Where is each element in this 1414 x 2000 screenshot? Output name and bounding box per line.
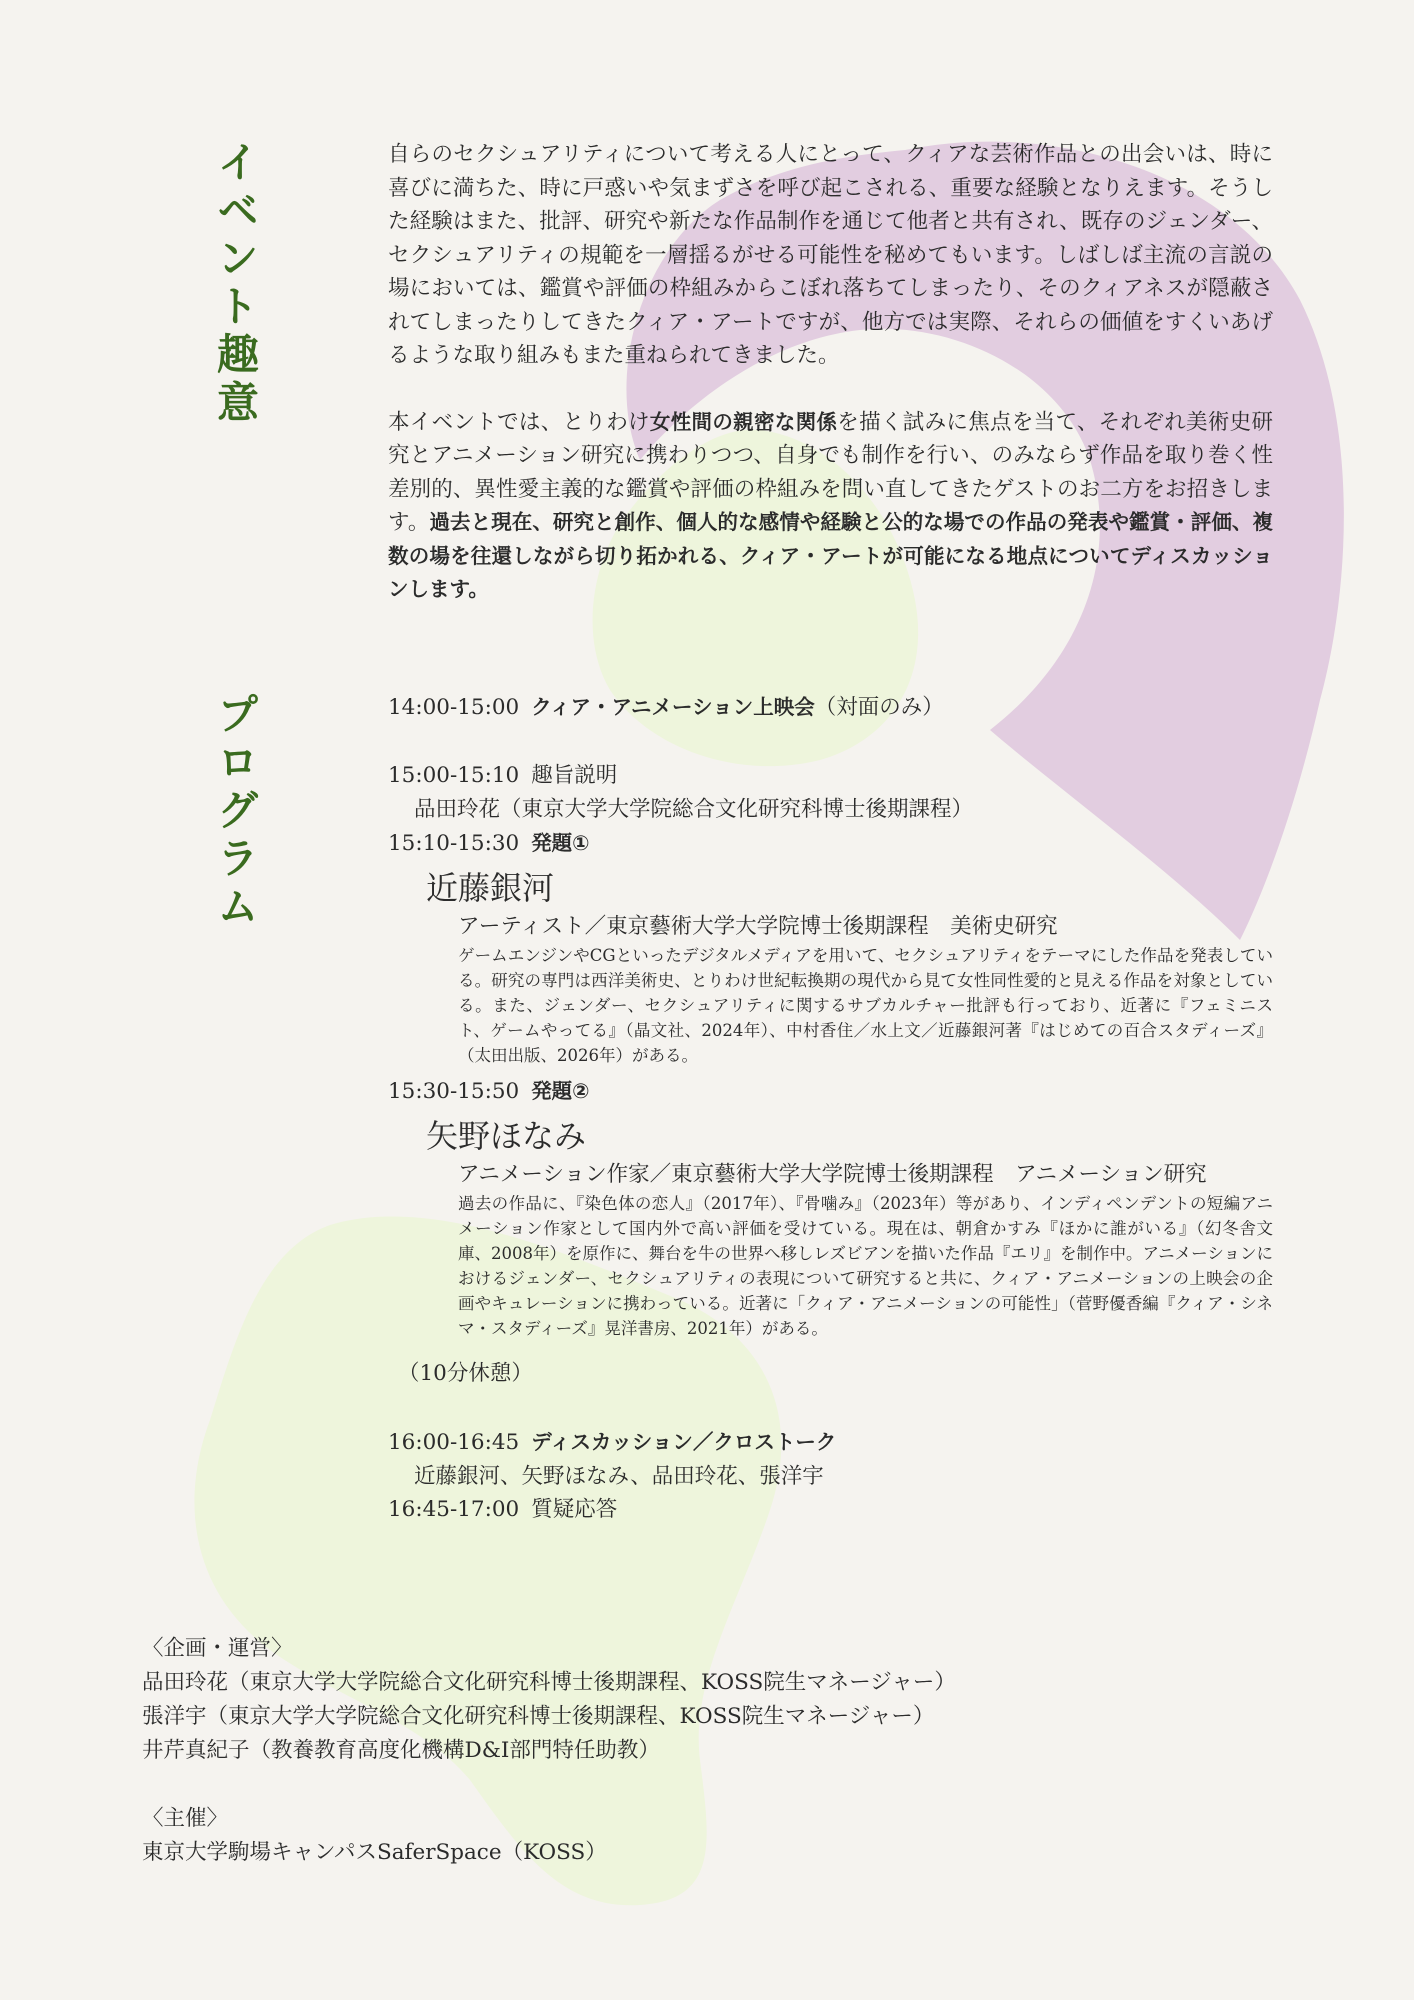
program-schedule xyxy=(388,690,1288,1527)
program-item-intro xyxy=(388,759,1288,793)
intro-p2-emphasis-2: 過去と現在、研究と創作、個人的な感情や経験と公的な場での作品の発表や鑑賞・評価、複数の場を往還しながら切り拓かれる、クィア・アートが可能になる地点についてディスカッションします。 xyxy=(388,510,1274,601)
event-purpose-text xyxy=(388,138,1273,607)
intro-p2-emphasis-1: 女性間の親密な関係 xyxy=(649,409,838,434)
program-item-talk-1 xyxy=(388,826,1288,861)
program-time: 16:45-17:00 xyxy=(388,1497,520,1522)
organizer-item: 井芹真紀子（教養教育高度化機構D&I部門特任助教） xyxy=(142,1738,660,1763)
section-title-event-purpose: イベント趣意 xyxy=(211,140,260,428)
organizers-heading: 〈企画・運営〉 xyxy=(142,1636,293,1661)
organizer-item: 張洋宇（東京大学大学院総合文化研究科博士後期課程、KOSS院生マネージャー） xyxy=(142,1704,935,1729)
program-detail: 近藤銀河、矢野ほなみ、品田玲花、張洋宇 xyxy=(414,1464,824,1489)
host-heading: 〈主催〉 xyxy=(142,1806,229,1831)
program-title: 趣旨説明 xyxy=(531,763,618,788)
program-time: 15:00-15:10 xyxy=(388,763,520,788)
intro-paragraph-1: 自らのセクシュアリティについて考える人にとって、クィアな芸術作品との出会いは、時に喜びに満ちた、時に戸惑いや気まずさを呼び起こされる、重要な経験となりえます。そうした経験はまた、批評、研究や新たな作品制作を通じて他者と共有され、既存のジェンダー、セクシュアリティの規範を一層揺るがせる可能性を秘めてもいます。しばしば主流の言説の場においては、鑑賞や評価の枠組みからこぼれ落ちてしまったり、そのクィアネスが隠蔽されてしまったりしてきたクィア・アートですが、他方では実際、それらの価値をすくいあげるような取り組みもまた重ねられてきました。 xyxy=(388,142,1273,368)
program-item-discussion xyxy=(388,1425,1288,1460)
program-item-qa xyxy=(388,1493,1288,1527)
program-detail: 品田玲花（東京大学大学院総合文化研究科博士後期課程） xyxy=(414,797,974,822)
credits xyxy=(142,1632,1292,1870)
program-break: （10分休憩） xyxy=(398,1361,533,1386)
speaker-bio-yano: 過去の作品に、『染色体の恋人』（2017年）、『骨噛み』（2023年）等があり、インディペンデントの短編アニメーション作家として国内外で高い評価を受けている。現在は、朝倉かすみ『ほかに誰がいる』（幻冬舎文庫、2008年）を原作に、舞台を牛の世界へ移しレズビアンを描いた作品『エリ』を制作中。アニメーションにおけるジェンダー、セクシュアリティの表現について研究すると共に、クィア・アニメーションの上映会の企画やキュレーションに携わっている。近著に「クィア・アニメーションの可能性」（菅野優香編『クィア・シネマ・スタディーズ』晃洋書房、2021年）がある。 xyxy=(458,1194,1273,1338)
speaker-name-yano: 矢野ほなみ xyxy=(426,1117,587,1155)
intro-paragraph-2 xyxy=(388,406,1273,607)
intro-p2-part-c: を描く試みに焦点を当て、それぞれ美術史研究とアニメーション研究に携わりつつ、自身でも制作を行い、のみならず作品を取り巻く性差別的、異性愛主義的な鑑賞や評価の枠組みを問い直してきたゲストのお二方をお招きします。 xyxy=(388,409,1273,535)
program-title: 質疑応答 xyxy=(531,1497,618,1522)
host-name: 東京大学駒場キャンパスSaferSpace（KOSS） xyxy=(142,1840,607,1865)
speaker-name-kondo: 近藤銀河 xyxy=(426,869,555,907)
intro-p2-part-a: 本イベントでは、とりわけ xyxy=(388,409,650,435)
speaker-affiliation-yano: アニメーション作家／東京藝術大学大学院博士後期課程 アニメーション研究 xyxy=(458,1162,1207,1187)
program-time: 15:30-15:50 xyxy=(388,1079,520,1104)
program-title: 発題① xyxy=(531,831,590,855)
organizer-item: 品田玲花（東京大学大学院総合文化研究科博士後期課程、KOSS院生マネージャー） xyxy=(142,1670,956,1695)
section-title-program: プログラム xyxy=(211,692,260,932)
speaker-affiliation-kondo: アーティスト／東京藝術大学大学院博士後期課程 美術史研究 xyxy=(458,914,1058,939)
program-time: 15:10-15:30 xyxy=(388,831,520,856)
program-title: 発題② xyxy=(531,1079,590,1103)
program-item-talk-2 xyxy=(388,1074,1288,1109)
program-time: 14:00-15:00 xyxy=(388,695,520,720)
speaker-bio-kondo: ゲームエンジンやCGといったデジタルメディアを用いて、セクシュアリティをテーマにした作品を発表している。研究の専門は西洋美術史、とりわけ世紀転換期の現代から見て女性同性愛的と見える作品を対象としている。また、ジェンダー、セクシュアリティに関するサブカルチャー批評も行っており、近著に『フェミニスト、ゲームやってる』（晶文社、2024年）、中村香住／水上文／近藤銀河著『はじめての百合スタディーズ』（太田出版、2026年）がある。 xyxy=(458,946,1273,1065)
program-title: クィア・アニメーション上映会 xyxy=(531,695,815,719)
program-item-screening xyxy=(388,690,1288,725)
program-time: 16:00-16:45 xyxy=(388,1430,520,1455)
program-title: ディスカッション／クロストーク xyxy=(531,1430,837,1454)
program-note: （対面のみ） xyxy=(814,695,944,720)
